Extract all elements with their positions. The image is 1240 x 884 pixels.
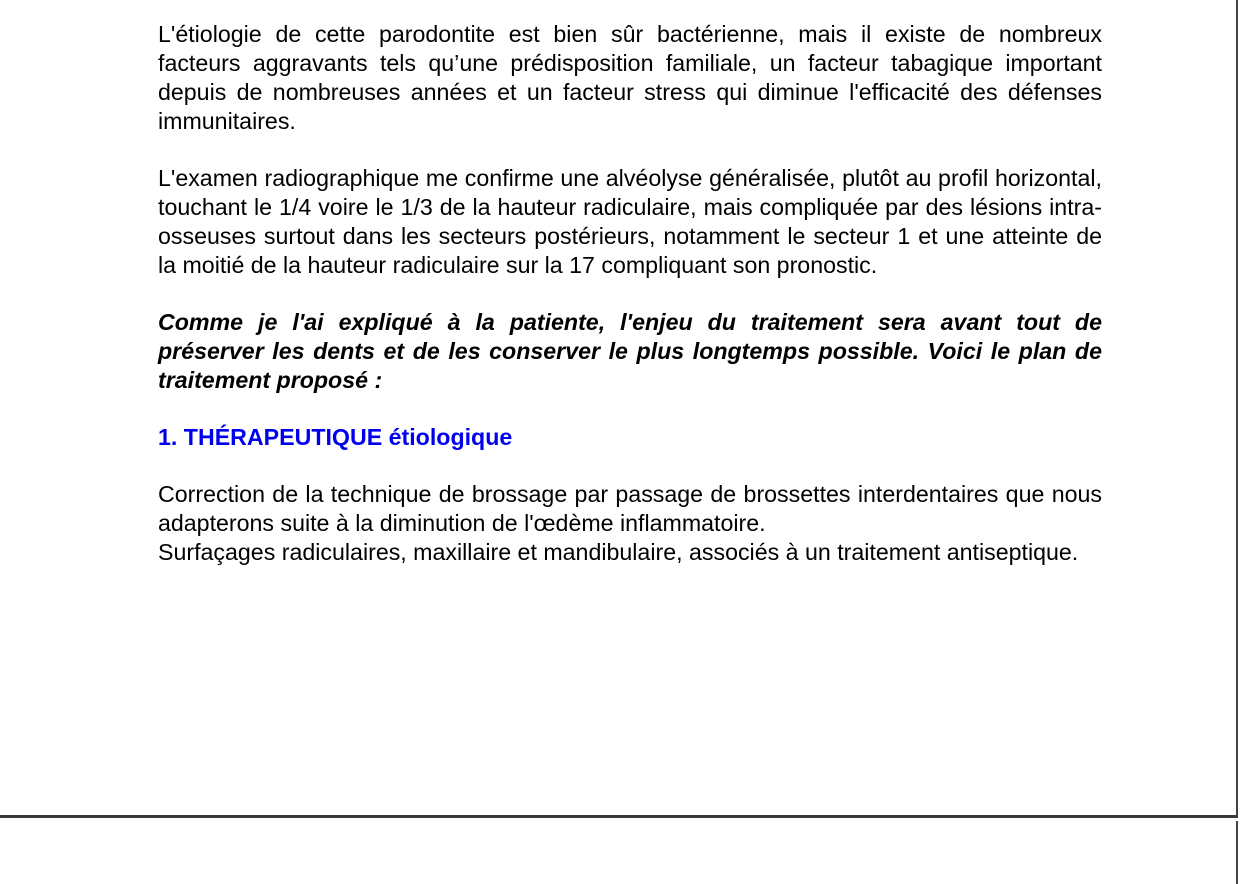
paragraph-etiology: L'étiologie de cette parodontite est bien sûr bactérienne, mais il existe de nombreux facteurs aggravants tels qu’une prédisposition familiale, un facteur tabagique important depuis de nombreuses années et un facteur stress qui diminue l'efficacité des défenses immunitaires. bbox=[158, 21, 1102, 134]
section-heading-etiological-therapy: 1. THÉRAPEUTIQUE étiologique bbox=[158, 424, 513, 450]
paragraph-root-planing: Surfaçages radiculaires, maxillaire et mandibulaire, associés à un traitement antiseptique. bbox=[158, 539, 1079, 565]
paragraph-treatment-stakes: Comme je l'ai expliqué à la patiente, l'enjeu du traitement sera avant tout de préserver les dents et de les conserver le plus longtemps possible. Voici le plan de traitement proposé : bbox=[158, 309, 1102, 393]
page-content bbox=[158, 20, 1102, 567]
next-page bbox=[0, 821, 1238, 884]
paragraph-brushing-correction: Correction de la technique de brossage par passage de brossettes interdentaires que nous adapterons suite à la diminution de l'œdème inflammatoire. bbox=[158, 481, 1102, 536]
paragraph-radiographic-exam: L'examen radiographique me confirme une alvéolyse généralisée, plutôt au profil horizontal, touchant le 1/4 voire le 1/3 de la hauteur radiculaire, mais compliquée par des lésions intra-osseuses surtout dans les secteurs postérieurs, notamment le secteur 1 et une atteinte de la moitié de la hauteur radiculaire sur la 17 compliquant son pronostic. bbox=[158, 165, 1102, 278]
